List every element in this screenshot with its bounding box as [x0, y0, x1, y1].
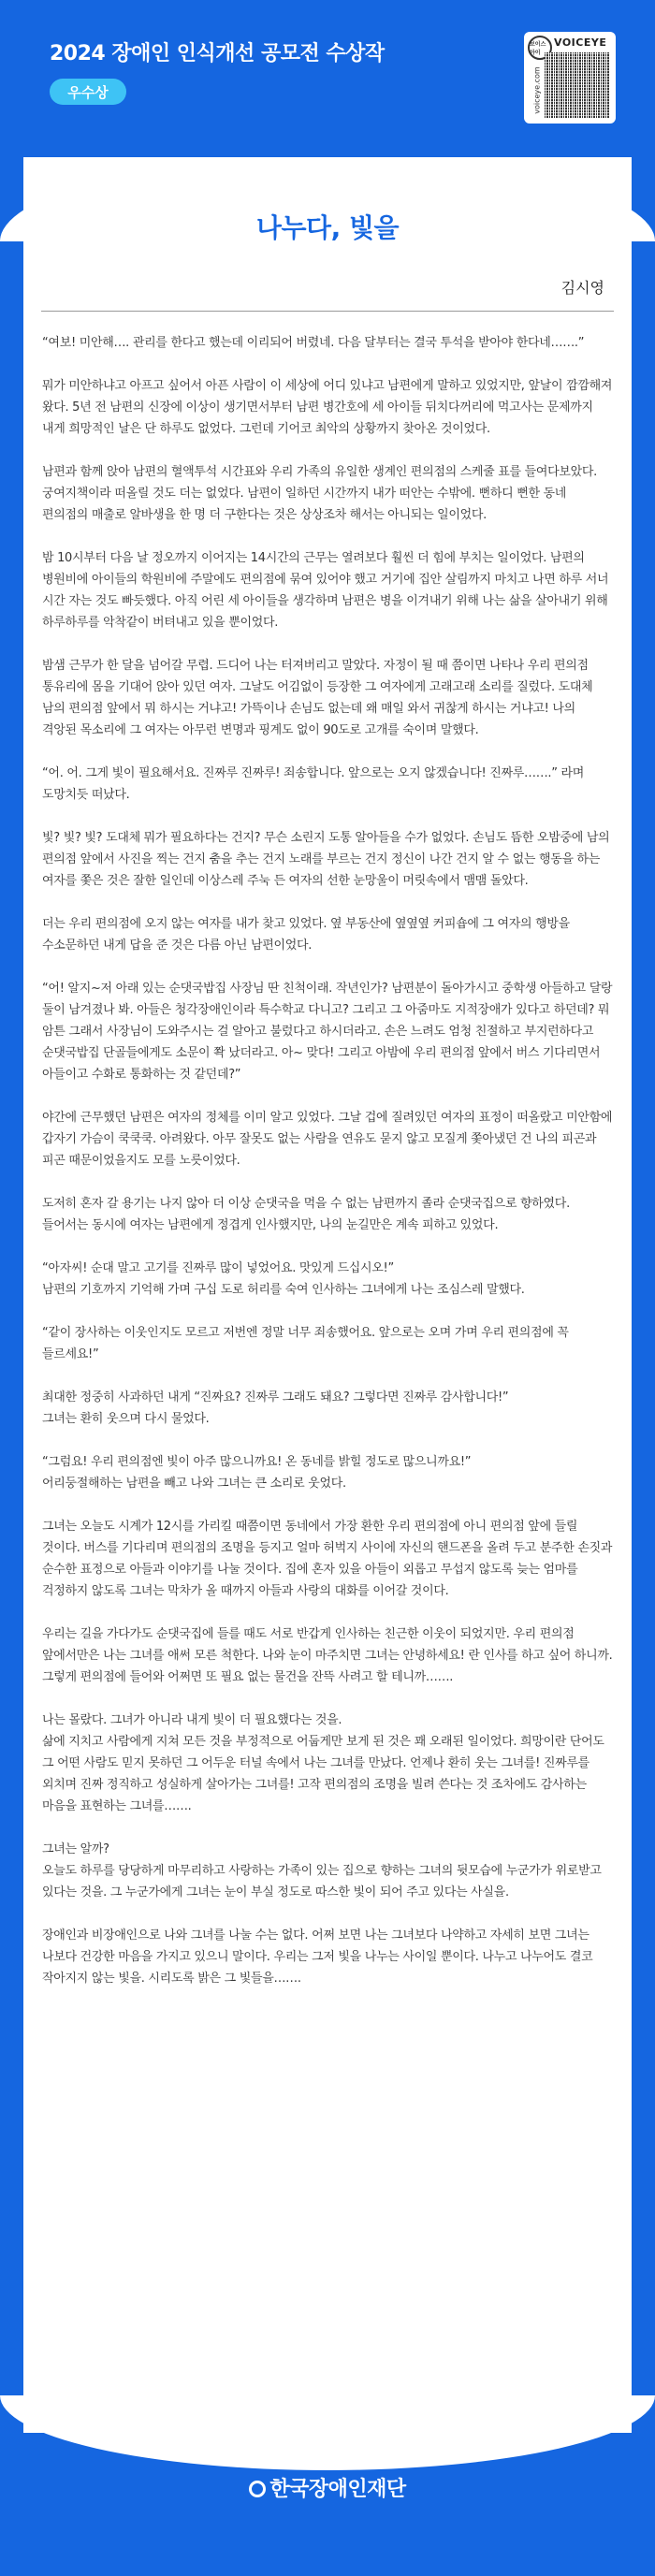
article-author: 김시영 [560, 279, 604, 297]
article-paragraph: “아자씨! 순대 말고 고기를 진짜루 많이 넣었어요. 맛있게 드십시오!” 남편의 기호까지 기억해 가며 구십 도로 허리를 숙여 인사하는 그녀에게 나는 조심스레 말했다. [42, 1261, 525, 1297]
article-body [42, 332, 613, 2011]
voiceye-code-box[interactable] [524, 32, 616, 124]
footer-organization: 한국장애인재단 [269, 2478, 406, 2501]
footer-logo [0, 2473, 655, 2502]
article-paragraph: “어! 알지~저 아래 있는 순댓국밥집 사장님 딴 친척이래. 작년인가? 남편분이 돌아가시고 중학생 아들하고 달랑 둘이 남겨졌나 봐. 아들은 청각장애인이라 특수학교 다니고? 그리고 그 아줌마도 지적장애가 있다고 하던데? 뭐 암튼 그래서 사장님이 도와주시는 걸 알아고 불렀다고 하시더라고. 손은 느려도 엄청 친절하고 부지런하다고 순댓국밥집 단골들에게도 소문이 쫙 났더라고. 아~ 맞다! 그리고 아밤에 우리 편의점 앞에서 버스 기다리면서 아들이고 수화로 통화하는 것 같던데?” [42, 982, 613, 1082]
article-paragraph: 장애인과 비장애인으로 나와 그녀를 나눌 수는 없다. 어쩌 보면 나는 그녀보다 나약하고 자세히 보면 그녀는 나보다 건강한 마음을 가지고 있으니 말이다. 우리는 그저 빛을 나누는 사이일 뿐이다. 나누고 나누어도 결코 작아지지 않는 빛을. 시리도록 밝은 그 빛들을……. [42, 1928, 593, 1986]
article-paragraph: 야간에 근무했던 남편은 여자의 정체를 이미 알고 있었다. 그날 겁에 질려있던 여자의 표정이 떠올랐고 미안함에 갑자기 가슴이 쿡쿡쿡. 아려왔다. 아무 잘못도 없는 사람을 연유도 묻지 않고 모질게 쫓아냈던 건 나의 피곤과 피곤 때문이었을지도 모를 노릇이었다. [42, 1111, 613, 1168]
article-paragraph: “같이 장사하는 이웃인지도 모르고 저번엔 정말 너무 죄송했어요. 앞으로는 오며 가며 우리 편의점에 꼭 들르세요!” [42, 1326, 569, 1361]
voiceye-url: voiceye.com [532, 66, 542, 114]
article-paragraph: 남편과 함께 앉아 남편의 혈액투석 시간표와 우리 가족의 유일한 생계인 편의점의 스케줄 표를 들여다보았다. 궁여지책이라 떠올릴 것도 더는 없었다. 남편이 일하던 시간까지 내가 떠안는 수밖에. 뻔하디 뻔한 동네 편의점의 매출로 알바생을 한 명 더 구한다는 것은 상상조차 해서는 아니되는 일이었다. [42, 465, 598, 522]
article-paragraph: 뭐가 미안하냐고 아프고 싶어서 아픈 사람이 이 세상에 어디 있냐고 남편에게 말하고 있었지만, 앞날이 깜깜해져 왔다. 5년 전 남편의 신장에 이상이 생기면서부터 남편 병간호에 세 아이들 뒤치다꺼리에 먹고사는 문제까지 내게 희망적인 날은 단 하루도 없었다. 그런데 기어코 최악의 상황까지 찾아온 것이었다. [42, 379, 613, 436]
contest-title: 2024 장애인 인식개선 공모전 수상작 [50, 42, 385, 65]
voiceye-logo: VOICEYE [554, 36, 607, 49]
article-paragraph: 최대한 정중히 사과하던 내게 “진짜요? 진짜루 그래도 돼요? 그렇다면 진짜루 감사합니다!” 그녀는 환히 웃으며 다시 물었다. [42, 1390, 509, 1426]
award-badge: 우수상 [50, 79, 126, 105]
article-paragraph: “어. 어. 그게 빛이 필요해서요. 진짜루 진짜루! 죄송합니다. 앞으로는 오지 않겠습니다! 진짜루…….” 라며 도망치듯 떠났다. [42, 766, 585, 802]
article-paragraph: 그녀는 오늘도 시계가 12시를 가리킬 때쯤이면 동네에서 가장 환한 우리 편의점에 아니 편의점 앞에 들릴 것이다. 버스를 기다리며 편의점의 조명을 등지고 얼마 허벅지 사이에 자신의 핸드폰을 올려 두고 분주한 손짓과 순수한 표정으로 아들과 이야기를 나눌 것이다. 집에 혼자 있을 아들이 외롭고 무섭지 않도록 늦는 엄마를 걱정하지 않도록 그녀는 막차가 올 때까지 아들과 사랑의 대화를 이어갈 것이다. [42, 1520, 613, 1598]
divider [41, 311, 614, 312]
article-paragraph: 밤 10시부터 다음 날 정오까지 이어지는 14시간의 근무는 열려보다 훨씬 더 힘에 부치는 일이었다. 남편의 병원비에 아이들의 학원비에 주말에도 편의점에 묶여 있어야 했고 거기에 집안 살림까지 마치고 나면 하루 서너 시간 자는 것도 빠듯했다. 아직 어린 세 아이들을 생각하며 남편은 병을 이겨내기 위해 나는 삶을 살아내기 위해 하루하루를 악착같이 버텨내고 있을 뿐이었다. [42, 551, 609, 630]
voiceye-2d-code-icon [545, 52, 610, 118]
foundation-logo-icon [249, 2481, 266, 2497]
article-paragraph: 더는 우리 편의점에 오지 않는 여자를 내가 찾고 있었다. 옆 부동산에 옆옆옆 커피숍에 그 여자의 행방을 수소문하던 내게 답을 준 것은 다름 아닌 남편이었다. [42, 917, 570, 953]
article-paragraph: “여보! 미안해…. 관리를 한다고 했는데 이리되어 버렸네. 다음 달부터는 결국 투석을 받아야 한다네…….” [42, 336, 585, 350]
article-title: 나누다, 빛을 [255, 212, 400, 243]
article-paragraph: 도저히 혼자 갈 용기는 나지 않아 더 이상 순댓국을 먹을 수 없는 남편까지 졸라 순댓국집으로 향하였다. 들어서는 동시에 여자는 남편에게 정겹게 인사했지만, 나의 눈길만은 계속 피하고 있었다. [42, 1197, 570, 1232]
voiceye-mark-icon: 보이스아이 [528, 36, 552, 60]
article-paragraph: 우리는 길을 가다가도 순댓국집에 들를 때도 서로 반갑게 인사하는 친근한 이웃이 되었지만. 우리 편의점 앞에서만은 나는 그녀를 애써 모른 척한다. 나와 눈이 마주치면 그녀는 안녕하세요! 란 인사를 하고 싶어 하니까. 그렇게 편의점에 들어와 어쩌면 또 필요 없는 물건을 잔뜩 사려고 할 테니까……. [42, 1627, 613, 1684]
article-paragraph: “그럼요! 우리 편의점엔 빛이 아주 많으니까요! 온 동네를 밝힐 정도로 많으니까요!” 어리둥절해하는 남편을 빼고 나와 그녀는 큰 소리로 웃었다. [42, 1455, 472, 1491]
article-paragraph: 밤샘 근무가 한 달을 넘어갈 무렵. 드디어 나는 터져버리고 말았다. 자정이 될 때 쯤이면 나타나 우리 편의점 통유리에 몸을 기대어 앉아 있던 여자. 그날도 어김없이 등장한 그 여자에게 고래고래 소리를 질렀다. 도대체 남의 편의점 앞에서 뭐 하시는 거냐고! 가뜩이나 손님도 없는데 왜 매일 와서 귀찮게 하시는 거냐고! 나의 격앙된 목소리에 그 여자는 아무런 변명과 핑계도 없이 90도로 고개를 숙이며 말했다. [42, 659, 593, 737]
article-paragraph: 그녀는 알까? 오늘도 하루를 당당하게 마무리하고 사랑하는 가족이 있는 집으로 향하는 그녀의 뒷모습에 누군가가 위로받고 있다는 것을. 그 누군가에게 그녀는 눈이 부실 정도로 따스한 빛이 되어 주고 있다는 사실을. [42, 1842, 602, 1899]
article-paragraph: 빛? 빛? 빛? 도대체 뭐가 필요하다는 건지? 무슨 소린지 도통 알아들을 수가 없었다. 손님도 뜸한 오밤중에 남의 편의점 앞에서 사진을 찍는 건지 춤을 추는 건지 노래를 부르는 건지 정신이 나간 건지 알 수 없는 행동을 하는 여자를 쫓은 것은 잘한 일인데 이상스레 주눅 든 여자의 선한 눈망울이 머릿속에서 맴맴 돌았다. [42, 831, 610, 888]
article-paragraph: 나는 몰랐다. 그녀가 아니라 내게 빛이 더 필요했다는 것을. 삶에 지치고 사람에게 지쳐 모든 것을 부정적으로 어둡게만 보게 된 것은 꽤 오래된 일이었다. 희망이란 단어도 그 어떤 사람도 믿지 못하던 그 어두운 터널 속에서 나는 그녀를 만났다. 언제나 환히 웃는 그녀를! 진짜루를 외치며 진짜 정직하고 성실하게 살아가는 그녀를! 고작 편의점의 조명을 빌려 쓴다는 것 조차에도 감사하는 마음을 표현하는 그녀를……. [42, 1713, 604, 1813]
